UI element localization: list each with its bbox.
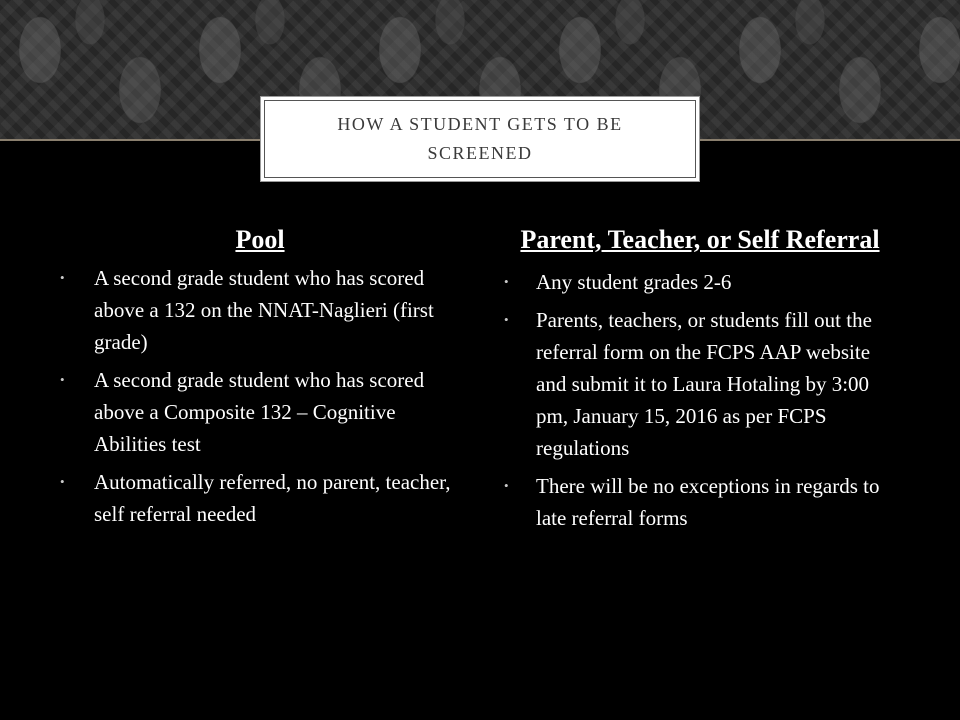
list-item-text: A second grade student who has scored above a 132 on the NNAT-Naglieri (first grade) xyxy=(94,266,434,354)
list-item xyxy=(500,266,900,298)
bullet-dot-icon: • xyxy=(60,474,65,489)
pool-column xyxy=(56,222,464,536)
slide-title: HOW A STUDENT GETS TO BE SCREENED xyxy=(337,114,623,163)
bullet-dot-icon: • xyxy=(60,270,65,285)
list-item-text: Automatically referred, no parent, teacher, self referral needed xyxy=(94,470,451,526)
list-item xyxy=(500,470,900,534)
list-item-text: Any student grades 2-6 xyxy=(536,270,732,294)
list-item-text: A second grade student who has scored above a Composite 132 – Cognitive Abilities test xyxy=(94,368,425,456)
referral-heading: Parent, Teacher, or Self Referral xyxy=(520,225,880,254)
list-item xyxy=(56,466,464,530)
title-box xyxy=(260,96,700,182)
bullet-dot-icon: • xyxy=(504,274,509,289)
bullet-dot-icon: • xyxy=(60,372,65,387)
list-item-text: Parents, teachers, or students fill out the referral form on the FCPS AAP website and submit it to Laura Hotaling by 3:00 pm, January 15, 2016 as per FCPS regulations xyxy=(536,308,872,460)
list-item xyxy=(500,304,900,464)
list-item-text: There will be no exceptions in regards to late referral forms xyxy=(536,474,880,530)
pool-heading: Pool xyxy=(235,225,285,254)
bullet-dot-icon: • xyxy=(504,312,509,327)
bullet-dot-icon: • xyxy=(504,478,509,493)
list-item xyxy=(56,262,464,358)
title-frame xyxy=(264,100,696,178)
list-item xyxy=(56,364,464,460)
referral-list xyxy=(500,266,900,534)
referral-column xyxy=(500,222,900,540)
pool-list xyxy=(56,262,464,530)
